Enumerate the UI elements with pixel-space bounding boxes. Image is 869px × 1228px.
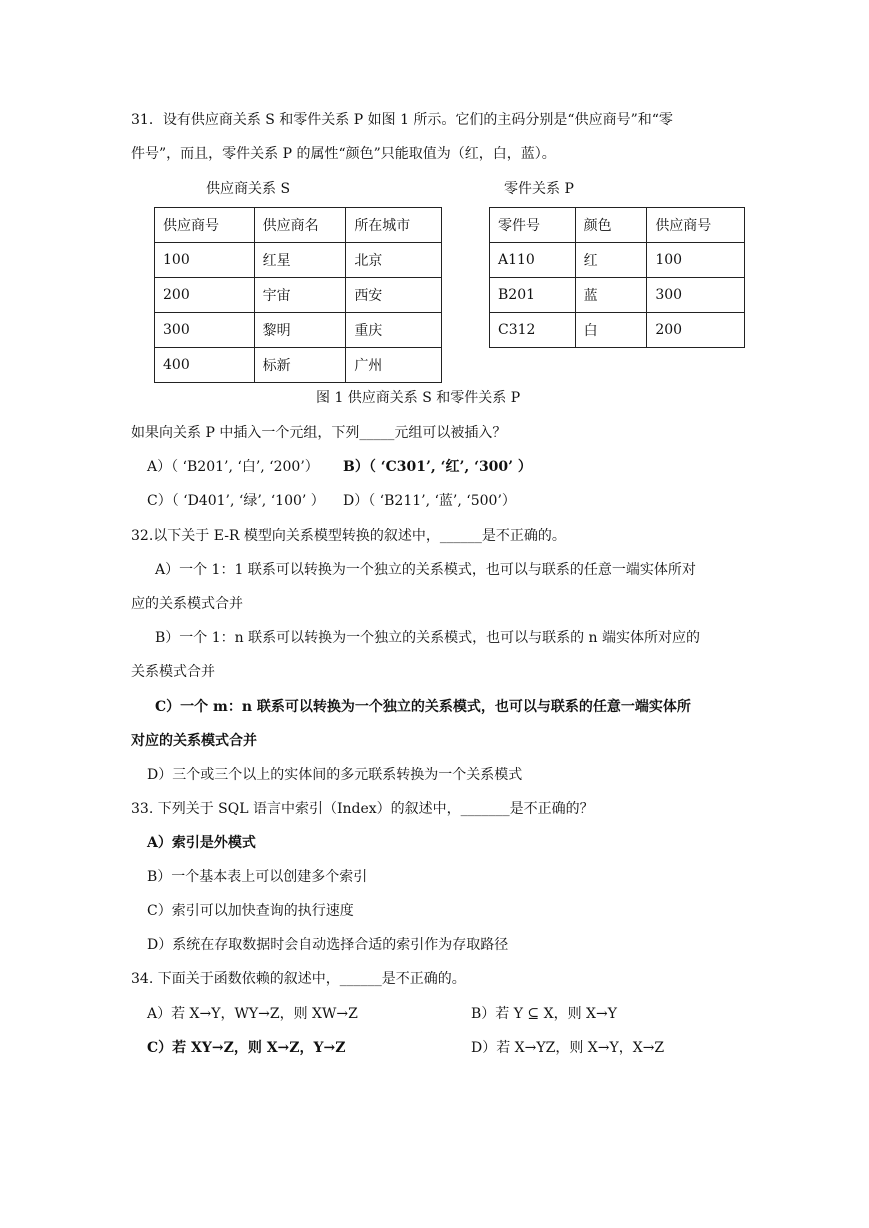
table-cell: 红星 (254, 243, 346, 278)
table-s-title: 供应商关系 S (206, 181, 291, 197)
q34-option-b: B）若 Y ⊆ X，则 X→Y (471, 1006, 617, 1022)
table-header-cell: 供应商号 (155, 208, 255, 243)
table-header-cell: 颜色 (575, 208, 647, 243)
q34-option-a: A）若 X→Y，WY→Z，则 XW→Z (147, 1006, 358, 1022)
q33-option-b: B）一个基本表上可以创建多个索引 (147, 869, 368, 885)
table-cell: A110 (490, 243, 576, 278)
table-cell: B201 (490, 278, 576, 313)
q33-stem: 33. 下列关于 SQL 语言中索引（Index）的叙述中，_______是不正确的？ (131, 801, 594, 817)
q33-option-c: C）索引可以加快查询的执行速度 (147, 903, 354, 919)
table-cell: 红 (575, 243, 647, 278)
table-cell: 西安 (346, 278, 442, 313)
table-cell: 100 (647, 243, 745, 278)
q32-option-d: D）三个或三个以上的实体间的多元联系转换为一个关系模式 (147, 767, 523, 783)
table-cell: 重庆 (346, 313, 442, 348)
q34-option-d: D）若 X→YZ，则 X→Y，X→Z (471, 1040, 665, 1056)
table-cell: 200 (155, 278, 255, 313)
table-cell: 300 (647, 278, 745, 313)
table-row (155, 243, 442, 278)
q32-option-b-line1: B）一个 1：n 联系可以转换为一个独立的关系模式，也可以与联系的 n 端实体所对应的 (155, 630, 701, 646)
table-header-row (155, 208, 442, 243)
q31-question: 如果向关系 P 中插入一个元组，下列_____元组可以被插入？ (131, 425, 507, 441)
q34-stem: 34. 下面关于函数依赖的叙述中，______是不正确的。 (131, 971, 466, 987)
q31-stem-line2: 件号”，而且，零件关系 P 的属性“颜色”只能取值为（红，白，蓝）。 (131, 146, 556, 162)
supplier-table (154, 207, 442, 383)
parts-table (489, 207, 745, 348)
table-cell: 广州 (346, 348, 442, 383)
table-p-title: 零件关系 P (504, 181, 574, 197)
table-row (155, 348, 442, 383)
q32-stem: 32.以下关于 E-R 模型向关系模型转换的叙述中，______是不正确的。 (131, 528, 566, 544)
table-row (155, 313, 442, 348)
table-row (155, 278, 442, 313)
table-header-cell: 供应商号 (647, 208, 745, 243)
q33-option-a: A）索引是外模式 (147, 835, 256, 851)
q31-option-b: B）（ ‘C301’, ‘红’, ‘300’ ） (343, 459, 532, 475)
table-cell: 白 (575, 313, 647, 348)
table-row (490, 243, 745, 278)
q32-option-c-line1: C）一个 m：n 联系可以转换为一个独立的关系模式，也可以与联系的任意一端实体所 (155, 699, 691, 715)
table-row (490, 313, 745, 348)
table-cell: 200 (647, 313, 745, 348)
q31-option-d: D）（ ‘B211’, ‘蓝’, ‘500’） (343, 493, 516, 509)
table-cell: 标新 (254, 348, 346, 383)
q32-option-a-line1: A）一个 1：1 联系可以转换为一个独立的关系模式，也可以与联系的任意一端实体所对 (155, 562, 696, 578)
q31-option-a: A）（ ‘B201’, ‘白’, ‘200’） (147, 459, 319, 475)
table-cell: 400 (155, 348, 255, 383)
table-header-cell: 供应商名 (254, 208, 346, 243)
q32-option-b-line2: 关系模式合并 (131, 664, 215, 680)
q31-option-c: C）（ ‘D401’, ‘绿’, ‘100’ ） (147, 493, 325, 509)
q31-stem-line1: 31．设有供应商关系 S 和零件关系 P 如图 1 所示。它们的主码分别是“供应商号”和“零 (131, 112, 673, 128)
table-cell: 300 (155, 313, 255, 348)
table-cell: 蓝 (575, 278, 647, 313)
table-row (490, 278, 745, 313)
table-cell: 100 (155, 243, 255, 278)
figure-caption: 图 1 供应商关系 S 和零件关系 P (316, 390, 521, 406)
table-header-row (490, 208, 745, 243)
table-header-cell: 零件号 (490, 208, 576, 243)
q33-option-d: D）系统在存取数据时会自动选择合适的索引作为存取路径 (147, 937, 509, 953)
table-cell: 黎明 (254, 313, 346, 348)
table-cell: C312 (490, 313, 576, 348)
q34-option-c: C）若 XY→Z，则 X→Z，Y→Z (147, 1040, 346, 1056)
table-cell: 北京 (346, 243, 442, 278)
q32-option-a-line2: 应的关系模式合并 (131, 596, 243, 612)
table-cell: 宇宙 (254, 278, 346, 313)
q32-option-c-line2: 对应的关系模式合并 (131, 733, 257, 749)
table-header-cell: 所在城市 (346, 208, 442, 243)
